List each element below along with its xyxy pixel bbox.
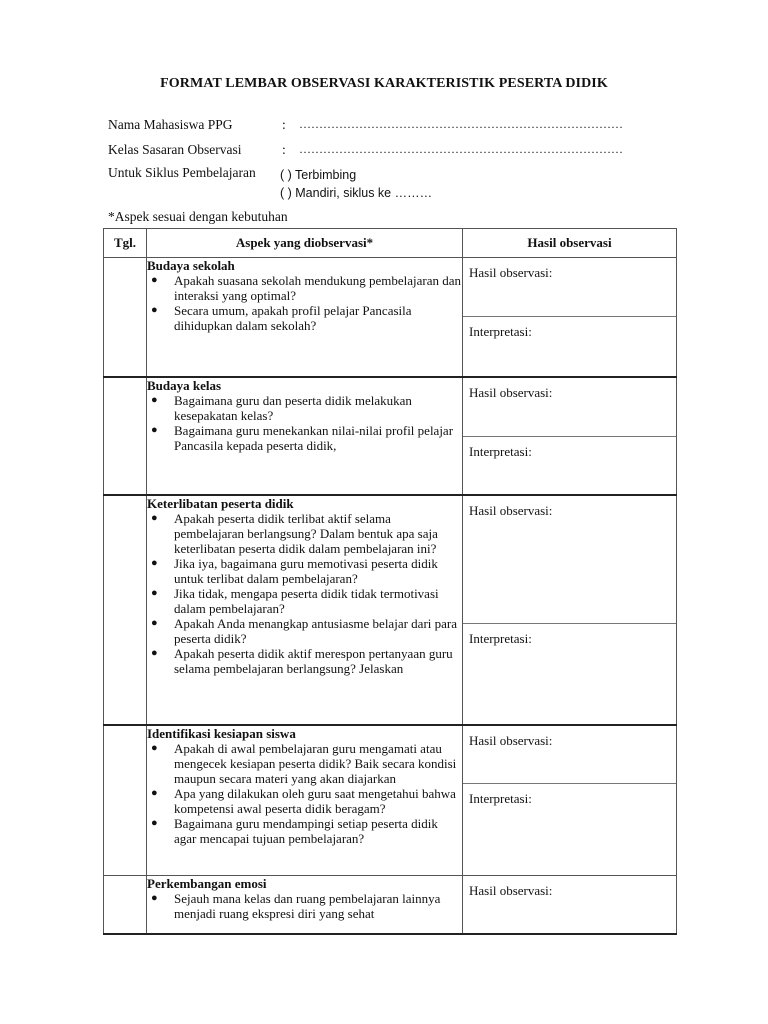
bullet-icon: ● [151,646,158,659]
hasil-cell [463,377,677,495]
list-item: ● Bagaimana guru dan peserta didik melakukan kesepakatan kelas? [151,392,412,423]
table-row [104,876,677,934]
hasil-label: Hasil observasi: [469,502,553,518]
hasil-observasi-box[interactable] [463,726,676,784]
hasil-observasi-box[interactable] [463,378,676,437]
list-item: ● Jika iya, bagaimana guru memotivasi peserta didik untuk terlibat dalam pembelajaran? [151,555,438,586]
aspect-title: Perkembangan emosi [147,876,267,891]
bullet-icon: ● [151,616,158,629]
interpretasi-box[interactable] [463,784,676,875]
header-tgl: Tgl. [104,229,147,258]
bullet-icon: ● [151,586,158,599]
siklus-options [280,166,432,202]
aspect-list [147,741,462,846]
bullet-icon: ● [151,816,158,829]
hasil-cell [463,258,677,377]
bullet-icon: ● [151,892,158,904]
hasil-label: Hasil observasi: [469,384,553,400]
bullet-icon: ● [151,556,158,569]
hasil-cell [463,495,677,725]
bullet-icon: ● [151,304,158,316]
option-mandiri[interactable]: ( ) Mandiri, siklus ke ……… [280,186,433,200]
field-blank-line[interactable]: ……………………………………………………………………… [299,117,623,131]
aspect-cell [147,495,463,725]
hasil-cell [463,876,677,934]
aspect-list [147,511,462,676]
interpretasi-label: Interpretasi: [469,630,532,646]
tgl-cell[interactable] [104,495,147,725]
aspect-title: Budaya kelas [147,377,222,393]
aspect-cell [147,377,463,495]
list-item: ● Apakah Anda menangkap antusiasme belajar dari para peserta didik? [151,615,457,646]
header-hasil: Hasil observasi [463,229,677,258]
hasil-observasi-box[interactable] [463,258,676,317]
bullet-icon: ● [151,741,158,754]
interpretasi-box[interactable] [463,624,676,724]
table-header-row [104,229,677,258]
field-label: Untuk Siklus Pembelajaran [108,165,256,180]
hasil-cell [463,725,677,876]
list-item: ● Jika tidak, mengapa peserta didik tidak termotivasi dalam pembelajaran? [151,585,439,616]
aspect-cell [147,725,463,876]
tgl-cell[interactable] [104,876,147,934]
bullet-icon: ● [151,786,158,799]
option-terbimbing[interactable]: ( ) Terbimbing [280,168,357,182]
list-item: ● Bagaimana guru menekankan nilai-nilai profil pelajar Pancasila kepada peserta didik, [151,422,454,453]
tgl-cell[interactable] [104,258,147,377]
list-item: ● Apakah di awal pembelajaran guru mengamati atau mengecek kesiapan peserta didik? Baik secara kondisi maupun secara materi yang akan diajarkan [151,740,457,786]
field-label: Kelas Sasaran Observasi [108,142,242,157]
interpretasi-box[interactable] [463,317,676,375]
aspect-list [147,891,462,921]
aspect-note: *Aspek sesuai dengan kebutuhan [108,209,288,224]
tgl-cell[interactable] [104,377,147,495]
table-row [104,377,677,495]
hasil-label: Hasil observasi: [469,265,553,280]
aspect-cell [147,876,463,934]
list-item: ● Apakah suasana sekolah mendukung pembelajaran dan interaksi yang optimal? [151,273,461,303]
field-blank-line[interactable]: ……………………………………………………………………… [299,142,623,156]
observation-table [103,228,677,935]
page-title: FORMAT LEMBAR OBSERVASI KARAKTERISTIK PESERTA DIDIK [160,76,608,91]
bullet-icon: ● [151,423,158,436]
hasil-observasi-box[interactable] [463,876,676,932]
interpretasi-label: Interpretasi: [469,443,532,459]
header-aspek: Aspek yang diobservasi* [147,229,463,258]
interpretasi-label: Interpretasi: [469,324,532,339]
list-item: ● Bagaimana guru mendampingi setiap peserta didik agar mencapai tujuan pembelajaran? [151,815,438,846]
interpretasi-box[interactable] [463,437,676,494]
aspect-title: Budaya sekolah [147,258,235,273]
aspect-title: Identifikasi kesiapan siswa [147,725,296,741]
hasil-label: Hasil observasi: [469,732,553,748]
aspect-cell [147,258,463,377]
tgl-cell[interactable] [104,725,147,876]
table-row [104,725,677,876]
table-row [104,258,677,377]
field-colon: : [282,117,286,132]
bullet-icon: ● [151,393,158,406]
hasil-label: Hasil observasi: [469,883,553,898]
list-item: ● Apakah peserta didik terlibat aktif selama pembelajaran berlangsung? Dalam bentuk apa saja keterlibatan peserta didik dalam pembelajaran ini? [151,510,438,556]
hasil-observasi-box[interactable] [463,496,676,624]
list-item: ● Apa yang dilakukan oleh guru saat mengetahui bahwa kompetensi awal peserta didik beragam? [151,785,456,816]
list-item: ● Apakah peserta didik aktif merespon pertanyaan guru selama pembelajaran berlangsung? Jelaskan [151,645,453,676]
bullet-icon: ● [151,274,158,286]
list-item: ● Sejauh mana kelas dan ruang pembelajaran lainnya menjadi ruang ekspresi diri yang sehat [151,891,441,921]
list-item: ● Secara umum, apakah profil pelajar Pancasila dihidupkan dalam sekolah? [151,303,412,333]
bullet-icon: ● [151,511,158,524]
aspect-title: Keterlibatan peserta didik [147,495,294,511]
aspect-list [147,273,462,333]
field-label: Nama Mahasiswa PPG [108,117,233,132]
interpretasi-label: Interpretasi: [469,790,532,806]
field-colon: : [282,142,286,157]
aspect-list [147,393,462,453]
table-row [104,495,677,725]
